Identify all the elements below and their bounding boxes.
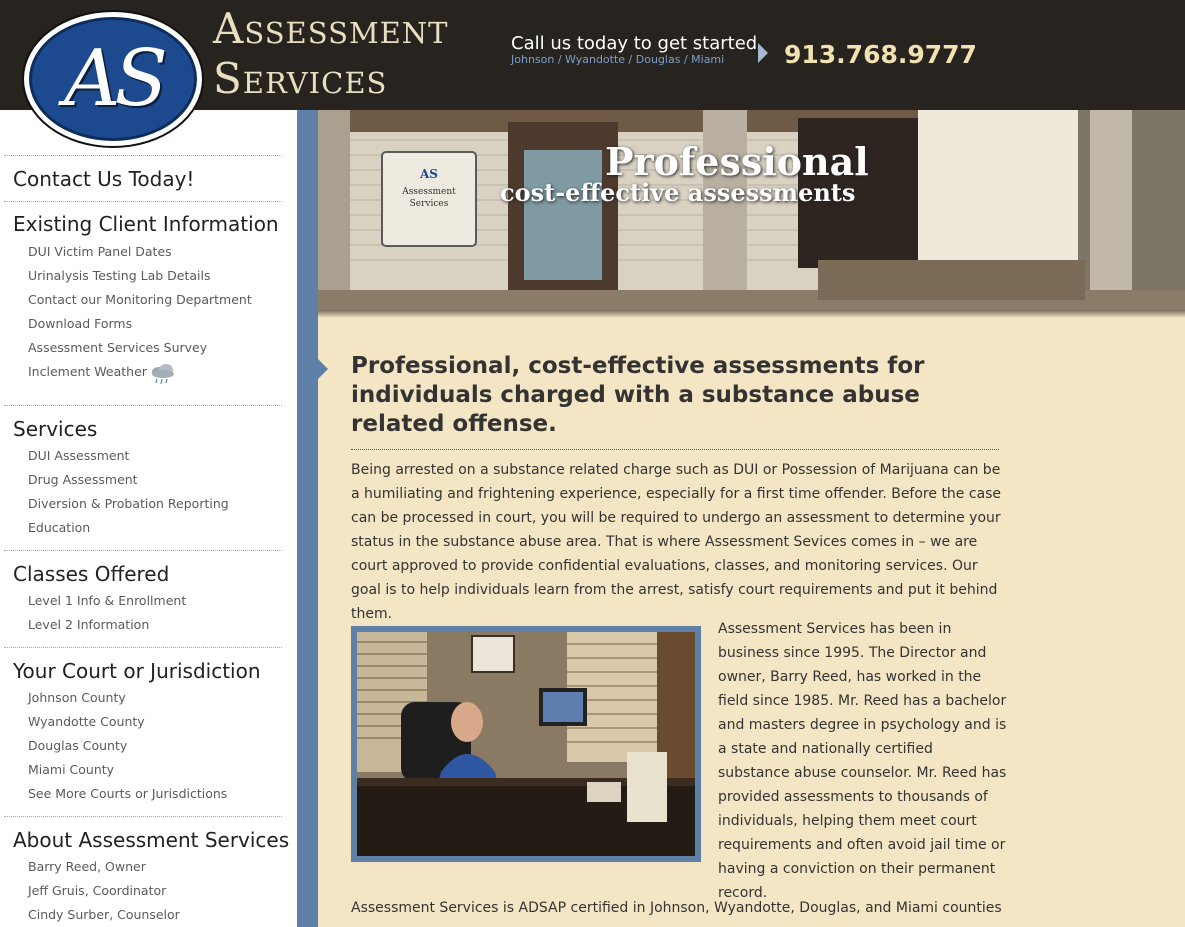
link-drug-assessment[interactable]: Drug Assessment <box>28 472 138 487</box>
link-education[interactable]: Education <box>28 520 91 535</box>
section-existing-client[interactable]: Existing Client Information <box>13 212 279 236</box>
divider <box>4 405 282 406</box>
link-cindy-surber[interactable]: Cindy Surber, Counselor <box>28 907 180 922</box>
owner-photo-image <box>357 632 695 856</box>
banner-shadow <box>318 310 1185 318</box>
divider <box>4 201 282 202</box>
page-title: Professional, cost-effective assessments for individuals charged with a substance abuse related offense. <box>351 353 925 437</box>
svg-text:AS: AS <box>420 167 438 181</box>
intro-paragraph: Being arrested on a substance related charge such as DUI or Possession of Marijuana can be a humiliating and frightening experience, especially for a first time offender. Before the case can be processed in court, you will be required to undergo an assessment to determine your status in the substance abuse area. That is where Assessment Sevices comes in – we are court approved to provide confidential evaluations, classes, and monitoring services. Our goal is to help individuals learn from the arrest, satisfy court requirements and put it behind them. <box>351 462 1002 622</box>
logo[interactable] <box>22 10 204 148</box>
section-pointer-icon <box>318 359 328 379</box>
link-survey[interactable]: Assessment Services Survey <box>28 340 208 355</box>
divider <box>4 550 282 551</box>
owner-paragraph: Assessment Services has been in business since 1995. The Director and owner, Barry Reed, has worked in the field since 1985. Mr. Reed has a bachelor and masters degree in psychology and is a state and nationally certified substance abuse counselor. Mr. Reed has provided assessments to thousands of individuals, helping them meet court requirements and often avoid jail time or having a conviction on their permanent record. <box>718 621 1007 901</box>
phone-number[interactable]: 913.768.9777 <box>784 40 977 69</box>
link-inclement-weather[interactable]: Inclement Weather <box>28 364 147 379</box>
link-level-2[interactable]: Level 2 Information <box>28 617 150 632</box>
link-dui-assessment[interactable]: DUI Assessment <box>28 448 130 463</box>
logo-monogram: AS <box>64 34 162 124</box>
owner-photo <box>351 626 701 862</box>
sidebar-stripe <box>297 110 318 927</box>
certification-paragraph: Assessment Services is ADSAP certified in Johnson, Wyandotte, Douglas, and Miami counties <box>351 900 1002 916</box>
link-monitoring[interactable]: Contact our Monitoring Department <box>28 292 252 307</box>
banner-title: Professional <box>605 139 869 184</box>
contact-us-link[interactable]: Contact Us Today! <box>13 167 195 191</box>
section-about[interactable]: About Assessment Services <box>13 828 290 852</box>
section-services[interactable]: Services <box>13 417 98 441</box>
link-barry-reed[interactable]: Barry Reed, Owner <box>28 859 146 874</box>
link-level-1[interactable]: Level 1 Info & Enrollment <box>28 593 187 608</box>
brand-line-2: Services <box>213 54 388 103</box>
call-to-action: Call us today to get started <box>511 33 758 54</box>
link-johnson-county[interactable]: Johnson County <box>28 690 126 705</box>
banner-subtitle: cost-effective assessments <box>500 178 856 207</box>
link-diversion[interactable]: Diversion & Probation Reporting <box>28 496 229 511</box>
section-classes[interactable]: Classes Offered <box>13 562 170 586</box>
link-miami-county[interactable]: Miami County <box>28 762 115 777</box>
link-urinalysis[interactable]: Urinalysis Testing Lab Details <box>28 268 211 283</box>
section-court[interactable]: Your Court or Jurisdiction <box>13 659 261 683</box>
logo-emblem <box>29 17 197 141</box>
arrow-right-icon <box>758 43 768 63</box>
divider <box>4 816 282 817</box>
sign-line-1: Assessment <box>402 187 456 197</box>
brand-wordmark[interactable] <box>213 4 449 103</box>
link-download-forms[interactable]: Download Forms <box>28 316 133 331</box>
county-list[interactable]: Johnson / Wyandotte / Douglas / Miami <box>511 53 725 66</box>
divider <box>4 647 282 648</box>
cloud-rain-icon <box>149 362 177 386</box>
link-more-courts[interactable]: See More Courts or Jurisdictions <box>28 786 228 801</box>
brand-line-1: Assessment <box>213 4 449 53</box>
link-dui-victim-panel[interactable]: DUI Victim Panel Dates <box>28 244 172 259</box>
link-jeff-gruis[interactable]: Jeff Gruis, Coordinator <box>28 883 167 898</box>
link-wyandotte-county[interactable]: Wyandotte County <box>28 714 145 729</box>
sign-line-2: Services <box>409 199 449 209</box>
divider <box>4 155 282 156</box>
heading-divider <box>351 449 999 450</box>
link-douglas-county[interactable]: Douglas County <box>28 738 128 753</box>
